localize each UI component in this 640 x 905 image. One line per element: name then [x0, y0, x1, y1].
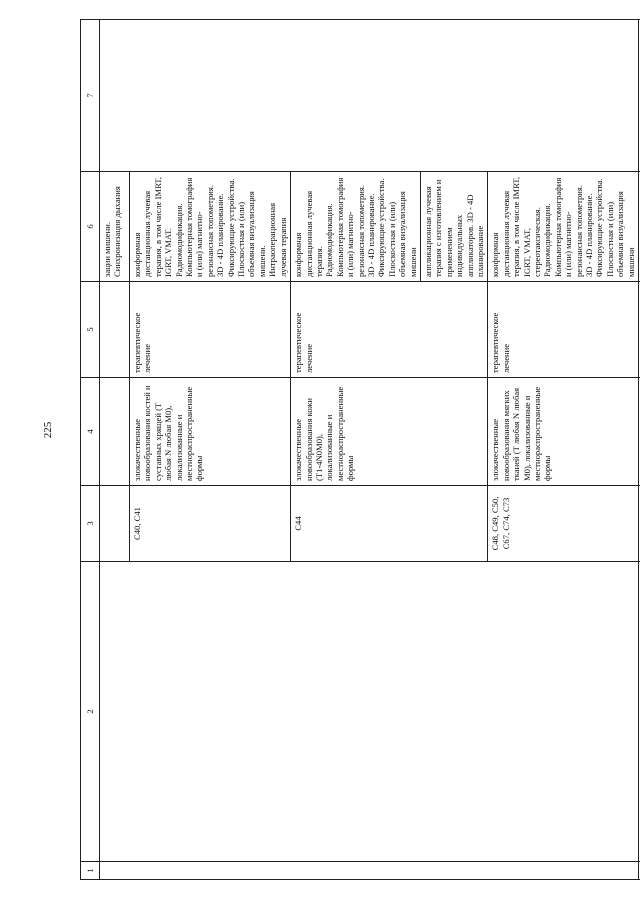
table-row — [488, 20, 639, 880]
codes-cell: C40, C41 — [130, 486, 291, 562]
method-cell: зации мишени. Синхронизация дыхания — [100, 172, 130, 282]
cell — [291, 562, 488, 862]
cell — [100, 562, 130, 862]
cell — [291, 20, 488, 172]
rotated-table-container — [80, 20, 636, 880]
table-row — [291, 20, 421, 880]
table-row — [130, 20, 291, 880]
cell — [488, 20, 639, 172]
method-cell: конформная дистанционная лучевая терапия, в том числе IMRT, IGRT, VMAT, стереотаксическая. Радиомодификация. Компьютерная томография и (или) магнитно-резонансная топометрия. 3D - 4D планирование. Фиксирующие устройства. Плоскостная и (или) объемная визуализация мишени — [488, 172, 639, 282]
cell — [130, 862, 291, 880]
treatment-cell: терапевтическое лечение — [130, 282, 291, 378]
diagnosis-cell: злокачественные новообразования кожи (T1-4N0M0), локализованные и местнораспространенные формы — [291, 378, 488, 486]
header-col-1: 1 — [81, 862, 100, 880]
method-cell: конформная дистанционная лучевая терапия, в том числе IMRT, IGRT, VMAT. Радиомодификация. Компьютерная томография и (или) магнитно-резонансная топометрия. 3D - 4D планирование. Фиксирующие устройства. Плоскостная и (или) объемная визуализация мишени. Интраоперационная лучевая терапия — [130, 172, 291, 282]
diagnosis-cell: злокачественные новообразования костей и суставных хрящей (T любая N любая M0), локализованные и местнораспространенные формы — [130, 378, 291, 486]
cell — [100, 282, 130, 378]
codes-cell: C48, C49, C50, C67, C74, C73 — [488, 486, 639, 562]
header-col-5: 5 — [81, 282, 100, 378]
cell — [100, 20, 130, 172]
header-col-3: 3 — [81, 486, 100, 562]
header-row — [81, 20, 100, 880]
page-number: 225 — [42, 421, 54, 439]
header-col-2: 2 — [81, 562, 100, 862]
treatment-table — [80, 19, 640, 880]
method-cell: аппликационная лучевая терапия с изготовлением и применением индивидуальных аппликаторов. 3D - 4D планирование — [420, 172, 487, 282]
cell — [291, 862, 488, 880]
treatment-cell: терапевтическое лечение — [291, 282, 488, 378]
header-col-7: 7 — [81, 20, 100, 172]
method-cell: конформная дистанционная лучевая терапия. Радиомодификация. Компьютерная томография и (или) магнитно-резонансная топометрия. 3D - 4D планирование. Фиксирующие устройства. Плоскостная и (или) объемная визуализация мишени — [291, 172, 421, 282]
header-col-4: 4 — [81, 378, 100, 486]
cell — [488, 562, 639, 862]
diagnosis-cell: злокачественные новообразования мягких тканей (T любая N любая M0), локализованные и местнораспространенные формы — [488, 378, 639, 486]
codes-cell: C44 — [291, 486, 488, 562]
cell — [130, 562, 291, 862]
treatment-cell: терапевтическое лечение — [488, 282, 639, 378]
cell — [488, 862, 639, 880]
cell — [100, 486, 130, 562]
cell — [100, 862, 130, 880]
cell — [130, 20, 291, 172]
header-col-6: 6 — [81, 172, 100, 282]
continuation-row — [100, 20, 130, 880]
cell — [100, 378, 130, 486]
